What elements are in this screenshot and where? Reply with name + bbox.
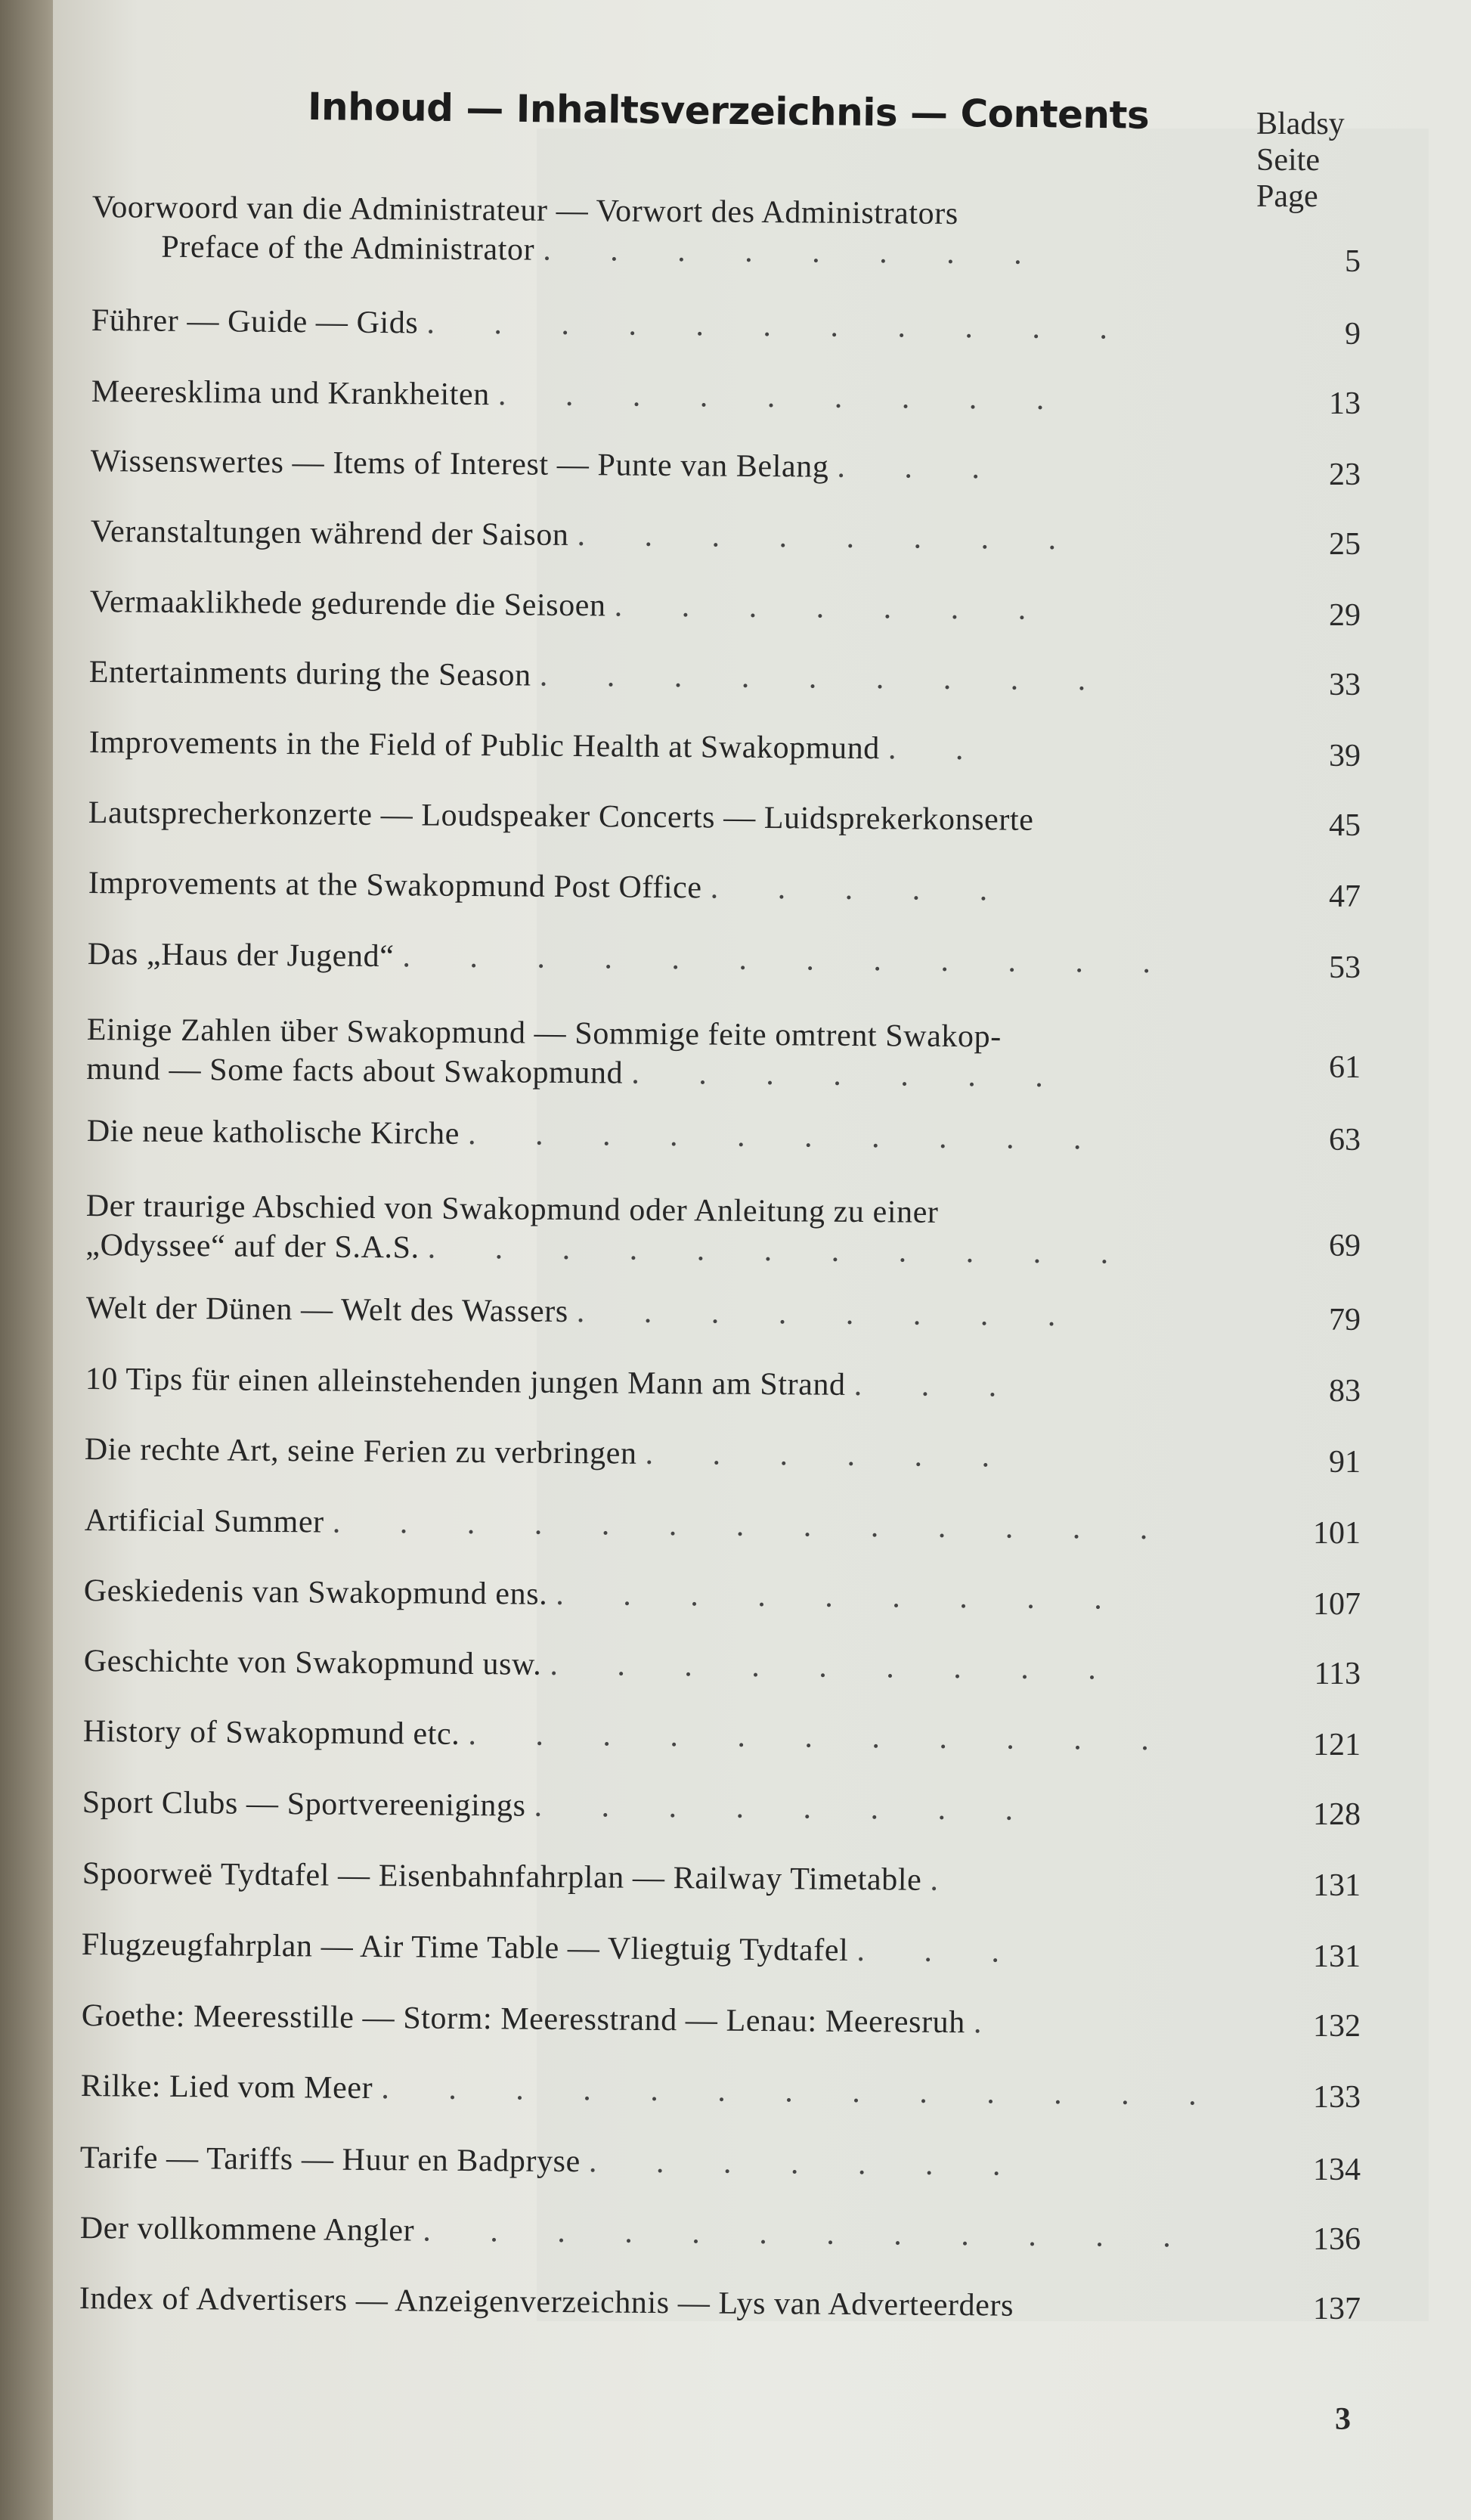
toc-entry-title: Artificial Summer bbox=[84, 1502, 324, 1540]
toc-entry-title-line2: „Odyssee“ auf der S.A.S. bbox=[85, 1227, 420, 1266]
toc-entry-page-number: 137 bbox=[1313, 2292, 1361, 2326]
toc-entry-title: Goethe: Meeresstille — Storm: Meeresstrand — Lenau: Meeresruh bbox=[81, 1998, 965, 2041]
toc-entry-title-line2: mund — Some facts about Swakopmund bbox=[86, 1051, 624, 1091]
toc-entry-page-number: 113 bbox=[1314, 1657, 1361, 1691]
dot-leader: . . . . . . bbox=[645, 1436, 1016, 1474]
toc-entry-page-number: 63 bbox=[1329, 1123, 1361, 1158]
toc-entry-page-number: 132 bbox=[1313, 2009, 1361, 2044]
toc-entry-title: Sport Clubs — Sportvereenigings bbox=[82, 1785, 527, 1824]
toc-entry bbox=[87, 1010, 1297, 1099]
dot-leader: . . . . . . . . . bbox=[497, 377, 1070, 417]
toc-entry-page-number: 69 bbox=[1329, 1229, 1361, 1263]
toc-entry bbox=[91, 188, 1302, 276]
toc-entry-page-number: 9 bbox=[1345, 317, 1361, 352]
toc-entry-title-line1: Einige Zahlen über Swakopmund — Sommige feite omtrent Swakop- bbox=[87, 1012, 1002, 1055]
dot-leader: . . . bbox=[856, 1933, 1026, 1970]
dot-leader: . . . . . . . . . . . . bbox=[422, 2213, 1197, 2255]
toc-entry-title: 10 Tips für einen alleinstehenden jungen Mann am Strand bbox=[85, 1361, 846, 1403]
document-page bbox=[53, 0, 1471, 2520]
toc-entry-title: Index of Advertisers — Anzeigenverzeichnis — Lys van Adverteerders bbox=[79, 2281, 1014, 2323]
toc-entry-page-number: 29 bbox=[1329, 598, 1361, 633]
page-column-label-afrikaans: Bladsy bbox=[1256, 107, 1345, 141]
toc-entry-title: Improvements at the Swakopmund Post Office bbox=[88, 865, 702, 906]
dot-leader: . . . . . . . . bbox=[576, 1294, 1082, 1334]
toc-entry-title: Die neue katholische Kirche bbox=[86, 1113, 460, 1152]
dot-leader: . . . . . . . . . . . bbox=[426, 305, 1134, 346]
toc-entry-title: Vermaaklikhede gedurende die Seisoen bbox=[89, 584, 606, 624]
dot-leader: . . . . . . . . . bbox=[540, 658, 1112, 698]
toc-entry-title: Meeresklima und Krankheiten bbox=[91, 374, 490, 413]
toc-entry-title: Der vollkommene Angler bbox=[79, 2211, 415, 2249]
toc-entry-page-number: 131 bbox=[1313, 1868, 1361, 1903]
toc-entry-page-number: 121 bbox=[1313, 1728, 1361, 1762]
dot-leader: . . . bbox=[853, 1367, 1023, 1404]
toc-entry-page-number: 47 bbox=[1329, 879, 1361, 914]
toc-entry-title: Lautsprecherkonzerte — Loudspeaker Concerts — Luidsprekerkonserte bbox=[88, 795, 1034, 838]
toc-entry-title-line1: Der traurige Abschied von Swakopmund oder Anleitung zu einer bbox=[85, 1188, 939, 1230]
dot-leader: . . . . . . . bbox=[614, 588, 1052, 627]
toc-entry bbox=[85, 1186, 1296, 1275]
toc-entry-title: Welt der Dünen — Welt des Wassers bbox=[85, 1290, 568, 1330]
toc-entry-page-number: 134 bbox=[1313, 2153, 1361, 2187]
toc-entry-title: Entertainments during the Season bbox=[89, 654, 532, 693]
dot-leader: . . . . . . . bbox=[589, 2144, 1027, 2183]
toc-entry-title: History of Swakopmund etc. bbox=[82, 1714, 460, 1752]
toc-entry-page-number: 79 bbox=[1329, 1303, 1361, 1337]
toc-entry-page-number: 45 bbox=[1329, 808, 1361, 843]
page-column-label-english: Page bbox=[1256, 179, 1318, 214]
toc-entry-page-number: 131 bbox=[1313, 1939, 1361, 1974]
dot-leader: . . . . . . . . . . . . . bbox=[381, 2071, 1222, 2112]
dot-leader: . . . . . . . . bbox=[543, 232, 1048, 271]
dot-leader: . . . . . . . . . . bbox=[467, 1116, 1107, 1157]
dot-leader: . . . . . . . . bbox=[577, 518, 1082, 557]
toc-entry-page-number: 53 bbox=[1329, 950, 1361, 985]
dot-leader: . . . . . . . . bbox=[534, 1788, 1039, 1827]
toc-entry-page-number: 136 bbox=[1313, 2222, 1361, 2257]
toc-entry-page-number: 128 bbox=[1313, 1797, 1361, 1832]
dot-leader: . . . . . . . . . bbox=[556, 1576, 1129, 1616]
toc-entry-page-number: 23 bbox=[1329, 457, 1361, 492]
dot-leader: . . . . . . . . . . . . . bbox=[332, 1505, 1174, 1547]
toc-entry-title: Tarife — Tariffs — Huur en Badpryse bbox=[80, 2140, 581, 2180]
toc-entry-title: Flugzeugfahrplan — Air Time Table — Vliegtuig Tydtafel bbox=[81, 1927, 849, 1968]
toc-entry-page-number: 33 bbox=[1329, 668, 1361, 702]
toc-entry-page-number: 83 bbox=[1329, 1374, 1361, 1409]
toc-entry-title: Improvements in the Field of Public Health at Swakopmund bbox=[88, 724, 880, 767]
dot-leader: . . . bbox=[837, 449, 1006, 486]
toc-entry-title-line1: Voorwoord van die Administrateur — Vorwort des Administrators bbox=[91, 189, 958, 231]
toc-entry-page-number: 5 bbox=[1345, 244, 1361, 279]
dot-leader: . bbox=[930, 1862, 964, 1899]
page-number: 3 bbox=[1335, 2402, 1351, 2437]
dot-leader: . . . . . . . . . . . . bbox=[402, 939, 1177, 981]
toc-entry-title: Geschichte von Swakopmund usw. bbox=[83, 1644, 542, 1682]
dot-leader: . bbox=[973, 2005, 1008, 2041]
toc-entry-title: Die rechte Art, seine Ferien zu verbringen bbox=[85, 1431, 638, 1471]
page-title: Inhoud — Inhaltsverzeichnis — Contents bbox=[307, 85, 1150, 138]
toc-entry-page-number: 61 bbox=[1329, 1050, 1361, 1085]
dot-leader: . . . . . . . . . bbox=[549, 1647, 1122, 1687]
toc-entry-title: Das „Haus der Jugend“ bbox=[87, 936, 395, 975]
dot-leader: . . . . . . . bbox=[631, 1055, 1070, 1095]
toc-entry-page-number: 107 bbox=[1313, 1587, 1361, 1622]
toc-entry-title: Rilke: Lied vom Meer bbox=[80, 2069, 373, 2106]
dot-leader: . . . . . . . . . . . bbox=[468, 1717, 1175, 1758]
toc-entry-page-number: 39 bbox=[1329, 739, 1361, 773]
toc-entry-title: Führer — Guide — Gids bbox=[91, 302, 419, 341]
toc-entry-page-number: 25 bbox=[1329, 527, 1361, 562]
toc-entry-title: Geskiedenis van Swakopmund ens. bbox=[83, 1573, 548, 1612]
page-column-label-german: Seite bbox=[1256, 143, 1320, 178]
toc-entry-title-line2: Preface of the Administrator bbox=[161, 229, 535, 268]
toc-entry-page-number: 133 bbox=[1313, 2080, 1361, 2115]
toc-entry-page-number: 91 bbox=[1329, 1445, 1361, 1480]
toc-entry-page-number: 13 bbox=[1329, 386, 1361, 421]
toc-entry-title: Spoorweë Tydtafel — Eisenbahnfahrplan — Railway Timetable bbox=[82, 1856, 922, 1898]
dot-leader: . . . . . bbox=[710, 870, 1013, 908]
dot-leader: . . . . . . . . . . . bbox=[427, 1230, 1135, 1271]
toc-entry-title: Wissenswertes — Items of Interest — Punte van Belang bbox=[90, 443, 829, 485]
toc-entry-page-number: 101 bbox=[1313, 1516, 1361, 1551]
dot-leader: . . bbox=[887, 731, 989, 767]
toc-entry-title: Veranstaltungen während der Saison bbox=[90, 513, 569, 553]
